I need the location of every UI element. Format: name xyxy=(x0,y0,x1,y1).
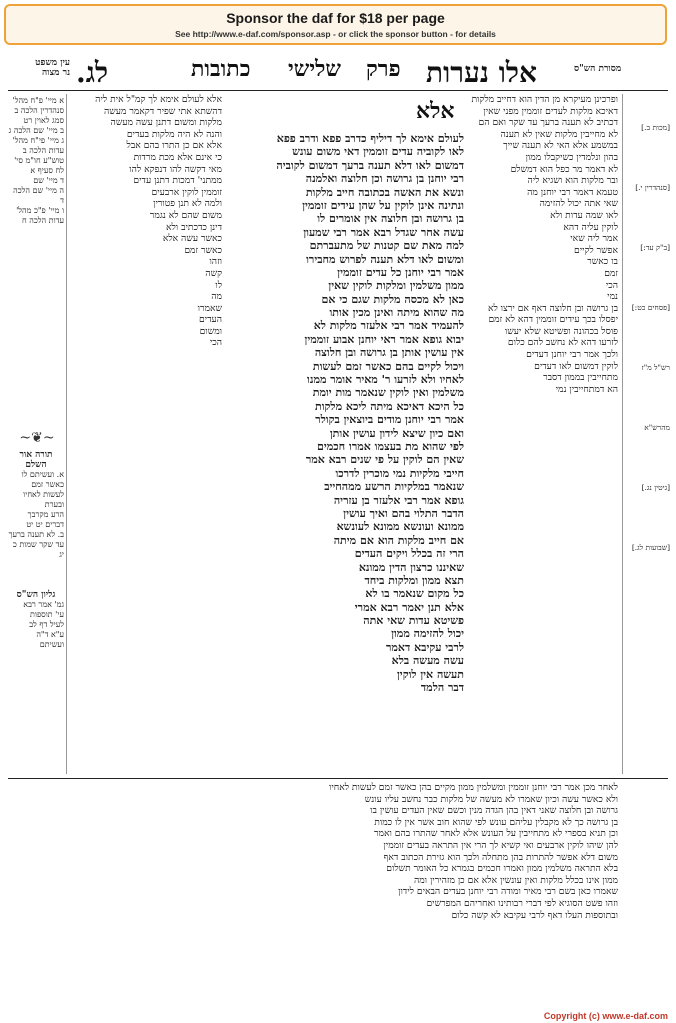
perek-number: שלישי xyxy=(288,56,341,82)
sponsor-banner-subtitle[interactable]: See http://www.e-daf.com/sponsor.asp - or click the sponsor button - for details xyxy=(175,29,496,39)
gemara-line: לעולם אימא לך דיליף כדרב פפא ודרב פפא xyxy=(276,132,464,145)
ein-mishpat-note: טוש"ע חו"מ סי' xyxy=(14,156,64,165)
tosafot-line: משום שהם לא נגמר xyxy=(149,209,222,221)
gemara-line: כאן לא מכסה מלקות שגם כי אם xyxy=(321,292,464,306)
ein-mishpat-note: ב מיי' שם הלכה ג xyxy=(8,126,64,135)
gemara-line: דמשום לאו דלא תענה ברעך דמשום לקוביה xyxy=(276,158,464,172)
rashi-line: אפשר לקיים xyxy=(573,244,618,256)
tosafot-line: מה xyxy=(211,291,222,303)
rashi-line: טעמא דאמר רבי יוחנן מה xyxy=(527,186,618,198)
ein-mishpat-label: עין משפט נר מצוה xyxy=(35,58,70,78)
masoret-note: [מכות ב.] xyxy=(641,123,670,132)
torah-or-title: תורה אור השלם xyxy=(19,450,53,470)
tosafot-line: והנה לא היה מלקות בעדים xyxy=(126,128,222,140)
masoret-hashas-label: מסורת הש"ס xyxy=(574,64,622,74)
gemara-line: מה שהוא מיתה ואינן מכין אותו xyxy=(329,306,464,320)
ein-mishpat-note: ג מיי' פי"ח מהל' xyxy=(12,136,64,145)
gemara-line: כל היכא דאיכא מיתה ליכא מלקות xyxy=(315,399,464,413)
rashi-line: דכתיב לא תענה ברעך עד שקר ואם הם xyxy=(478,117,618,129)
masoret-note: רש"ל מ"ז xyxy=(641,363,670,372)
gilyon-note: גמ' אמר רבא xyxy=(23,600,64,609)
chapter-name: אלו נערות xyxy=(426,56,537,89)
gemara-line: עשה אחר שגדל רבא אמר רבי שמעון xyxy=(303,225,464,239)
masoret-note: [ב"ק עד:] xyxy=(640,243,670,252)
gemara-line: רבי יוחנן בן גרושה וכן חלוצה ואלמנה xyxy=(305,172,464,186)
rashi-line: לא דאמר מר כפל הוא דמשלם xyxy=(510,163,618,175)
ein-mishpat-note: ה מיי' שם הלכה ד xyxy=(13,186,64,205)
rashi-line: הא דמתחייבין נמי xyxy=(555,383,618,395)
ein-mishpat-note: לח סעיף א xyxy=(30,166,64,175)
gemara-line: יכול להזימה ממון xyxy=(391,627,464,641)
gemara-line: חייבי מלקיות נמי מוכרין לדרכו xyxy=(335,466,464,480)
rashi-line: פוסל בכהונה ופשיטא שלא יעשו xyxy=(504,325,618,337)
gilyon-section xyxy=(8,590,64,650)
gemara-line: להעמיד אמר רבי אלעזר מלקות לא xyxy=(313,319,464,333)
tosafot-line: ולמה לא תנן פטורין xyxy=(153,198,222,210)
rashi-line: בהון ונלמדין כשיקבלו ממון xyxy=(525,151,618,163)
commentary-line: בלא התראה משלמין ממון ואמרו חכמים בגמרא כל האומר תשלום xyxy=(386,863,618,875)
ein-mishpat-note: ד מיי' שם xyxy=(33,176,64,185)
tosafot-line: ממתני' דמכות דתנן עדים xyxy=(133,175,222,187)
masoret-note: [שבועות לג.] xyxy=(631,543,670,552)
opening-word: אלא xyxy=(416,98,455,124)
masoret-note: [פסחים כט:] xyxy=(631,303,670,312)
tosafot-line: כאשר זמם xyxy=(184,244,222,256)
commentary-line: וכן תניא בספרי לא מתחייבין על העונש אלא לאחר שהתרו בהם ואמר xyxy=(374,828,618,840)
rashi-line: לוקין דמשום לאו דעדים xyxy=(534,360,618,372)
tosafot-line: וזהו xyxy=(209,256,222,268)
tosafot-line: מלקות ומשום דתנן עשה מעשה xyxy=(110,117,222,129)
tosafot-line: לו xyxy=(215,279,222,291)
gemara-line: ממון משלמין ומלקות לוקין שאין xyxy=(328,279,464,293)
commentary-line: שאמרו כאן בשם רבי מאיר ומודה רבי יוחנן בעדים הבאים לידון xyxy=(398,886,618,898)
gemara-line: שאין הם לוקין על פי שנים רבא אמר xyxy=(305,453,464,467)
sponsor-banner[interactable] xyxy=(4,4,667,45)
rashi-line: במשמע אלא האי לא תענה שייך xyxy=(503,140,618,152)
gemara-line: ואם כיון שיצא לידון עושין אותן xyxy=(329,426,464,440)
rashi-line: לוקין עליה דהא xyxy=(563,221,618,233)
gemara-line: הרי זה בכלל ויקים העדים xyxy=(354,547,464,561)
rashi-line: נמי xyxy=(607,291,618,303)
margin-divider-left xyxy=(66,94,67,774)
ein-mishpat-note: ו מיי' פ"כ מהל' xyxy=(16,206,64,215)
tosafot-line: מאי דקשה להו דנפקא להו xyxy=(129,163,222,175)
gemara-line: משלמין ואין לוקין שנאמר מות יומת xyxy=(312,386,464,400)
torah-or-note: עד שקר שמות כ יג xyxy=(12,540,64,559)
gemara-line: הדבר התלוי בהם ואיך עושין xyxy=(343,506,464,520)
gemara-line: עשה מעשה בלא xyxy=(391,654,464,668)
tosafot-line: ומשום xyxy=(199,325,222,337)
gemara-line: אין עושין אותן בן גרושה ובן חלוצה xyxy=(314,346,464,360)
commentary-line: לאחר מכן אמר רבי יוחנן זוממין ומשלמין ממון מקיים בהן כאשר זמם לעשות לאחיו xyxy=(329,782,618,793)
rashi-line: ולכך אמר רבי יוחנן דעדים xyxy=(526,349,618,361)
gemara-line: יבוא גופא אמר ראי יוחנן אבוע זוממין xyxy=(304,332,464,346)
ein-mishpat-note: עדות הלכה ב xyxy=(22,146,64,155)
masoret-note: [גיטין נג.] xyxy=(641,483,670,492)
rashi-line: אמר ליה שאי xyxy=(570,233,618,245)
gemara-line: גופא אמר רבי אלעזר בן עזריה xyxy=(333,493,464,507)
copyright-notice[interactable]: Copyright (c) www.e-daf.com xyxy=(543,1011,668,1021)
torah-or-section xyxy=(8,450,64,560)
tosafot-line: כאשר עשה אלא xyxy=(162,233,222,245)
gemara-line: ממונא ועונשא ממונא לעונשא xyxy=(336,520,464,534)
ein-mishpat-note: סנהדרין הלכה ב xyxy=(14,106,64,115)
ornament-divider: ~❦~ xyxy=(19,430,55,446)
tosafot-line: שאמרו xyxy=(197,302,222,314)
gilyon-note: עי' תוספות xyxy=(30,610,64,619)
ein-mishpat-note: סמג לאוין רט xyxy=(23,116,64,125)
gemara-line: אמר רבי יוחנן מודים ביוצאין בקולר xyxy=(315,413,464,427)
tosafot-line: קשה xyxy=(205,267,222,279)
rashi-line: דאיכא מלקות לעדים זוממין מפני שאין xyxy=(483,105,618,117)
masoret-note: [סנהדרין י.] xyxy=(635,183,670,192)
gemara-line: ויכול לקיים בהם כאשר זמם לעשות xyxy=(312,359,464,373)
gilyon-note: ע"א ד"ה xyxy=(36,630,64,639)
header-rule xyxy=(8,90,668,91)
rashi-line: הכי xyxy=(605,279,618,291)
commentary-line: משום דלא אפשר להתרות בהן מתחלה ולכך הוא גזירת הכתוב דאף xyxy=(383,851,618,863)
ein-mishpat-note: עדות הלכה ח xyxy=(22,216,64,225)
tosafot-line: הכי xyxy=(209,337,222,349)
ein-mishpat-notes xyxy=(8,96,64,226)
ein-mishpat-note: א מיי' פ"ח מהל' xyxy=(12,96,64,105)
margin-divider-right xyxy=(622,94,623,774)
rashi-line: זמם xyxy=(604,267,618,279)
tosafot-line: דהשתא אתי שפיר דקאמר מעשה xyxy=(103,105,222,117)
rashi-line: לזרעו דהא לא נחשב להם כלום xyxy=(507,337,618,349)
daf-number: לג. xyxy=(76,56,109,89)
gemara-line: פשיטא עדות שאי אתה xyxy=(363,614,464,628)
commentary-line: ולא כאשר עשה וכיון שאמרו לא מעשה של מלקות כבר נחשב עליו עונש xyxy=(364,793,618,805)
rashi-line: לא מחייבין מלקות שאין לא תענה xyxy=(500,128,618,140)
lower-commentary xyxy=(70,782,618,1004)
gemara-line: ונשא את האשה בכתובה חייב מלקות xyxy=(305,185,464,199)
gemara-line: למה מאת שם קטנות של מתעברתם xyxy=(309,239,464,253)
commentary-line: גרושה ובן חלוצה שאני דאין בהן הגדה מנין וכשם שאין העדים עושין בו xyxy=(370,805,618,817)
talmud-page xyxy=(6,50,670,1012)
tosafot-line: כי אינם אלא מכת מרדות xyxy=(133,151,222,163)
sponsor-banner-title[interactable]: Sponsor the daf for $18 per page xyxy=(226,10,445,26)
commentary-line: להן שיהו לוקין ארבעים ואי קשיא לך הרי אין התראה בעדים זוממין xyxy=(383,839,618,851)
gilyon-note: ועשיתם xyxy=(39,640,64,649)
torah-or-note: דברים יט יט xyxy=(26,520,64,529)
gemara-line: שנאמר במלקיות הרשע ממהחייב xyxy=(324,480,464,494)
gemara-line: לאחיו ולא לזרעו ר' מאיר אומר ממנו xyxy=(307,373,464,387)
rashi-line: שאי אתה יכול להזימה xyxy=(539,198,618,210)
gilyon-note: לעיל דף לב xyxy=(29,620,64,629)
page-header xyxy=(6,50,670,90)
torah-or-note: ב. לא תענה ברעך xyxy=(8,530,64,539)
gemara-line: אמר רבי יוחנן כל עדים זוממין xyxy=(337,265,464,279)
tosafot-line: דינן כדכתיב ולא xyxy=(166,221,222,233)
gemara-line: לפי שהוא מת בעצמו אמרו חכמים xyxy=(317,439,464,453)
torah-or-note: לעשות לאחיו ובערת xyxy=(23,490,64,509)
rashi-line: מתחייבין בממון דסבר xyxy=(543,372,618,384)
masoret-note: מהרש"א xyxy=(644,423,670,432)
tosafot-column xyxy=(70,94,222,784)
rashi-column xyxy=(470,94,618,774)
rashi-line: בו כאשר xyxy=(587,256,618,268)
masoret-notes xyxy=(626,98,670,578)
rashi-line: ופרכינן מעיקרא מן הדין הוא דחייב מלקות xyxy=(471,94,618,105)
gemara-line: בן גרושה ובן חלוצה אין אומרים לו xyxy=(317,212,464,226)
gemara-line: דבר הלמד xyxy=(420,681,464,695)
gemara-line: תעשה אין לוקין xyxy=(397,667,464,681)
torah-or-note: א. ועשיתם לו כאשר זמם xyxy=(21,470,64,489)
lower-rule xyxy=(8,778,668,779)
gemara-line: אלא תנן יאמר רבא אמרי xyxy=(354,600,464,614)
tosafot-line: אלא לעולם אימא לך קמ"ל אית ליה xyxy=(95,94,222,105)
rashi-line: יפסלו בכך עידים זוממין דהא לא זמם xyxy=(488,314,618,326)
gemara-text xyxy=(228,132,464,722)
tosafot-line: זוממין לוקין ארבעים xyxy=(151,186,222,198)
rashi-line: בן גרושה ובן חלוצה דאף אם ירצו לא xyxy=(487,302,618,314)
tosafot-line: העדים xyxy=(198,314,222,326)
torah-or-note: הרע מקרבך xyxy=(27,510,64,519)
gemara-line: שאיננו כרצון הדין ממונא xyxy=(358,560,464,574)
gemara-line: ונתינה אינן לוקין על שהן עידים זוממין xyxy=(302,198,464,212)
gemara-line: אם חייב מלקות הוא אם מיתה xyxy=(333,533,464,547)
commentary-line: וזהו פשט הסוגיא לפי דברי רבותינו ואחריהם המפרשים xyxy=(426,897,618,909)
gemara-line: לאו לקוביה עדים זוממין דאי משום עונש xyxy=(292,145,464,159)
tosafot-line: אלא אם כן התרו בהם אבל xyxy=(126,140,222,152)
gemara-line: לרבי עקיבא דאמר xyxy=(385,640,464,654)
rashi-line: לאו שמה עדות ולא xyxy=(550,209,618,221)
commentary-line: ממון אינו בכלל מלקות ואין עונשין אלא אם כן מזהירין ומה xyxy=(413,874,618,886)
rashi-line: ובר מלקות הוא ושגיא ליה xyxy=(527,175,618,187)
commentary-line: בן גרושה כך לא מקבלין עליהם עונש לפי שהוא חוב אשר אין לו כמות xyxy=(374,816,618,828)
gilyon-title: גליון הש"ס xyxy=(16,590,56,600)
gemara-line: תצא ממון ומלקות ביחד xyxy=(364,573,464,587)
perek-label: פרק xyxy=(366,56,401,82)
gemara-line: כל מקום שנאמר בו לא xyxy=(365,587,464,601)
commentary-line: ובתוספות העלו דאף לרבי עקיבא לא קשה כלום xyxy=(451,909,618,921)
tractate-name: כתובות xyxy=(191,56,251,82)
gemara-line: ומשום לאו דלא תענה לפרוש מחבירו xyxy=(306,252,464,266)
